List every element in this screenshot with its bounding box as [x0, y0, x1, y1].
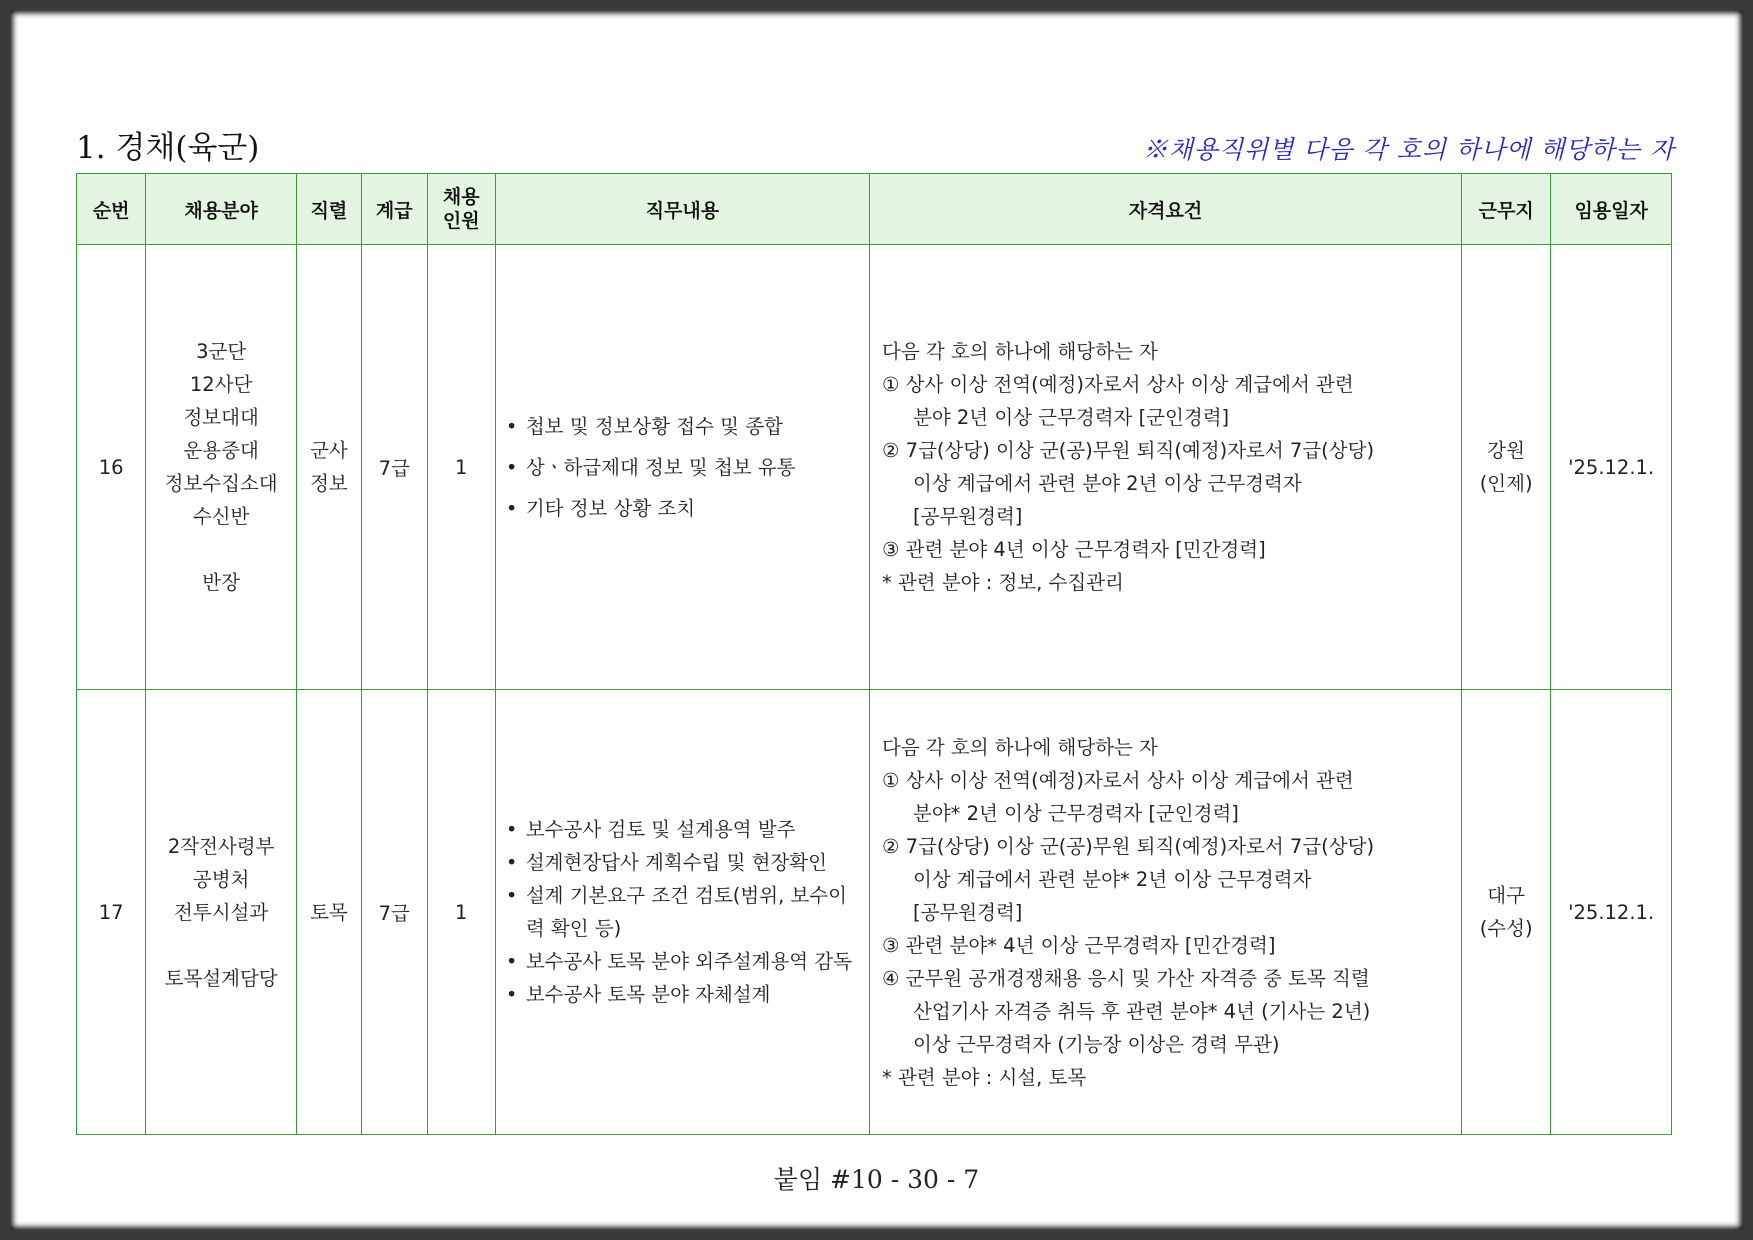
table-header-row [77, 174, 1672, 245]
qual-line: * 관련 분야 : 시설, 토목 [882, 1065, 1087, 1089]
qual-line: 다음 각 호의 하나에 해당하는 자 [882, 340, 1158, 363]
header-grade: 계급 [361, 174, 427, 245]
row-field [146, 690, 297, 1135]
field-line: 2작전사령부 [167, 834, 275, 858]
duty-text: 설계 기본요구 조건 검토(범위, 보수이력 확인 등) [525, 884, 847, 940]
duty-text: 설계현장답사 계획수립 및 현장확인 [525, 851, 827, 874]
location-line: (인제) [1479, 472, 1533, 495]
qual-line: ② 7급(상당) 이상 군(공)무원 퇴직(예정)자로서 7급(상당) [882, 834, 1375, 858]
page-footer: 붙임 #10 - 30 - 7 [773, 1165, 980, 1194]
row-grade: 7급 [361, 690, 427, 1135]
qual-line: ④ 군무원 공개경쟁채용 응시 및 가산 자격증 중 토목 직렬 [882, 966, 1370, 990]
qual-line: 분야 2년 이상 근무경력자 [군인경력] [913, 406, 1230, 429]
qual-line: 이상 계급에서 관련 분야 2년 이상 근무경력자 [913, 472, 1302, 495]
duty-item [506, 451, 863, 484]
qual-line: ③ 관련 분야 4년 이상 근무경력자 [민간경력] [882, 538, 1266, 561]
row-date: '25.12.1. [1551, 690, 1672, 1135]
field-line: 토목설계담당 [164, 966, 278, 990]
qual-line: 이상 근무경력자 (기능장 이상은 경력 무관) [913, 1032, 1280, 1056]
row-series [297, 690, 362, 1135]
row-qualifications [870, 245, 1462, 690]
qual-line: * 관련 분야 : 정보, 수집관리 [882, 571, 1124, 594]
field-line: 전투시설과 [174, 900, 269, 924]
qual-line: [공무원경력] [913, 505, 1023, 528]
header-duties: 직무내용 [495, 174, 869, 245]
qual-line: 산업기사 자격증 취득 후 관련 분야* 4년 (기사는 2년) [913, 999, 1371, 1023]
row-no: 17 [77, 690, 146, 1135]
row-location [1461, 690, 1550, 1135]
qual-line: 다음 각 호의 하나에 해당하는 자 [882, 735, 1158, 759]
series-line: 토목 [310, 900, 348, 924]
header-no: 순번 [77, 174, 146, 245]
duty-text: 상ㆍ하급제대 정보 및 첩보 유통 [525, 455, 796, 479]
duty-item [506, 945, 863, 978]
header-count: 채용 인원 [427, 174, 495, 245]
duty-item [506, 813, 863, 846]
bullet-icon: • [505, 983, 518, 1006]
series-line: 군사 [310, 439, 348, 462]
header-field: 채용분야 [146, 174, 297, 245]
bullet-icon: • [505, 414, 518, 438]
field-line: 정보대대 [183, 406, 259, 429]
section-title: 1. 경채(육군) [76, 130, 260, 166]
bullet-icon: • [505, 884, 518, 907]
row-qualifications [870, 690, 1462, 1135]
location-line: (수성) [1479, 917, 1533, 940]
row-duties [495, 690, 869, 1135]
duty-item [506, 492, 863, 525]
field-line: 공병처 [192, 867, 250, 891]
field-line: 반장 [202, 571, 240, 594]
field-line [152, 929, 290, 962]
header-location: 근무지 [1461, 174, 1550, 245]
field-line: 수신반 [192, 505, 250, 528]
field-line: 12사단 [189, 373, 253, 396]
row-location [1461, 245, 1550, 690]
field-line [152, 533, 290, 566]
table-row [77, 690, 1672, 1135]
bullet-icon: • [505, 950, 518, 973]
header-qualifications: 자격요건 [870, 174, 1462, 245]
duty-item [506, 410, 863, 443]
qual-line: ③ 관련 분야* 4년 이상 근무경력자 [민간경력] [882, 933, 1276, 957]
row-series [297, 245, 362, 690]
bullet-icon: • [505, 455, 518, 479]
duty-text: 기타 정보 상황 조치 [525, 496, 696, 520]
duty-text: 보수공사 토목 분야 자체설계 [525, 983, 771, 1006]
bullet-icon: • [505, 851, 518, 874]
table-row [77, 245, 1672, 690]
location-line: 대구 [1487, 884, 1525, 907]
header-date: 임용일자 [1551, 174, 1672, 245]
row-count: 1 [427, 245, 495, 690]
qual-line: 분야* 2년 이상 근무경력자 [군인경력] [913, 801, 1239, 825]
row-count: 1 [427, 690, 495, 1135]
qual-line: ① 상사 이상 전역(예정)자로서 상사 이상 계급에서 관련 [882, 768, 1354, 792]
field-line: 운용중대 [183, 439, 259, 462]
duty-text: 보수공사 검토 및 설계용역 발주 [525, 818, 796, 841]
header-series: 직렬 [297, 174, 362, 245]
field-line: 정보수집소대 [164, 472, 278, 495]
row-date: '25.12.1. [1551, 245, 1672, 690]
recruitment-table [76, 173, 1672, 1135]
duty-item [506, 879, 863, 945]
row-grade: 7급 [361, 245, 427, 690]
row-duties [495, 245, 869, 690]
bullet-icon: • [505, 496, 518, 520]
duty-item [506, 978, 863, 1011]
qual-line: 이상 계급에서 관련 분야* 2년 이상 근무경력자 [913, 867, 1312, 891]
series-line: 정보 [310, 472, 348, 495]
row-no: 16 [77, 245, 146, 690]
duty-text: 보수공사 토목 분야 외주설계용역 감독 [525, 950, 853, 973]
location-line: 강원 [1487, 439, 1525, 462]
field-line: 3군단 [196, 340, 247, 363]
duty-text: 첩보 및 정보상황 접수 및 종합 [525, 414, 783, 438]
qual-line: [공무원경력] [913, 900, 1023, 924]
row-field [146, 245, 297, 690]
duty-item [506, 846, 863, 879]
document-page [10, 10, 1743, 1230]
bullet-icon: • [505, 818, 518, 841]
section-note: ※채용직위별 다음 각 호의 하나에 해당하는 자 [1142, 135, 1675, 164]
qual-line: ① 상사 이상 전역(예정)자로서 상사 이상 계급에서 관련 [882, 373, 1354, 396]
qual-line: ② 7급(상당) 이상 군(공)무원 퇴직(예정)자로서 7급(상당) [882, 439, 1375, 462]
